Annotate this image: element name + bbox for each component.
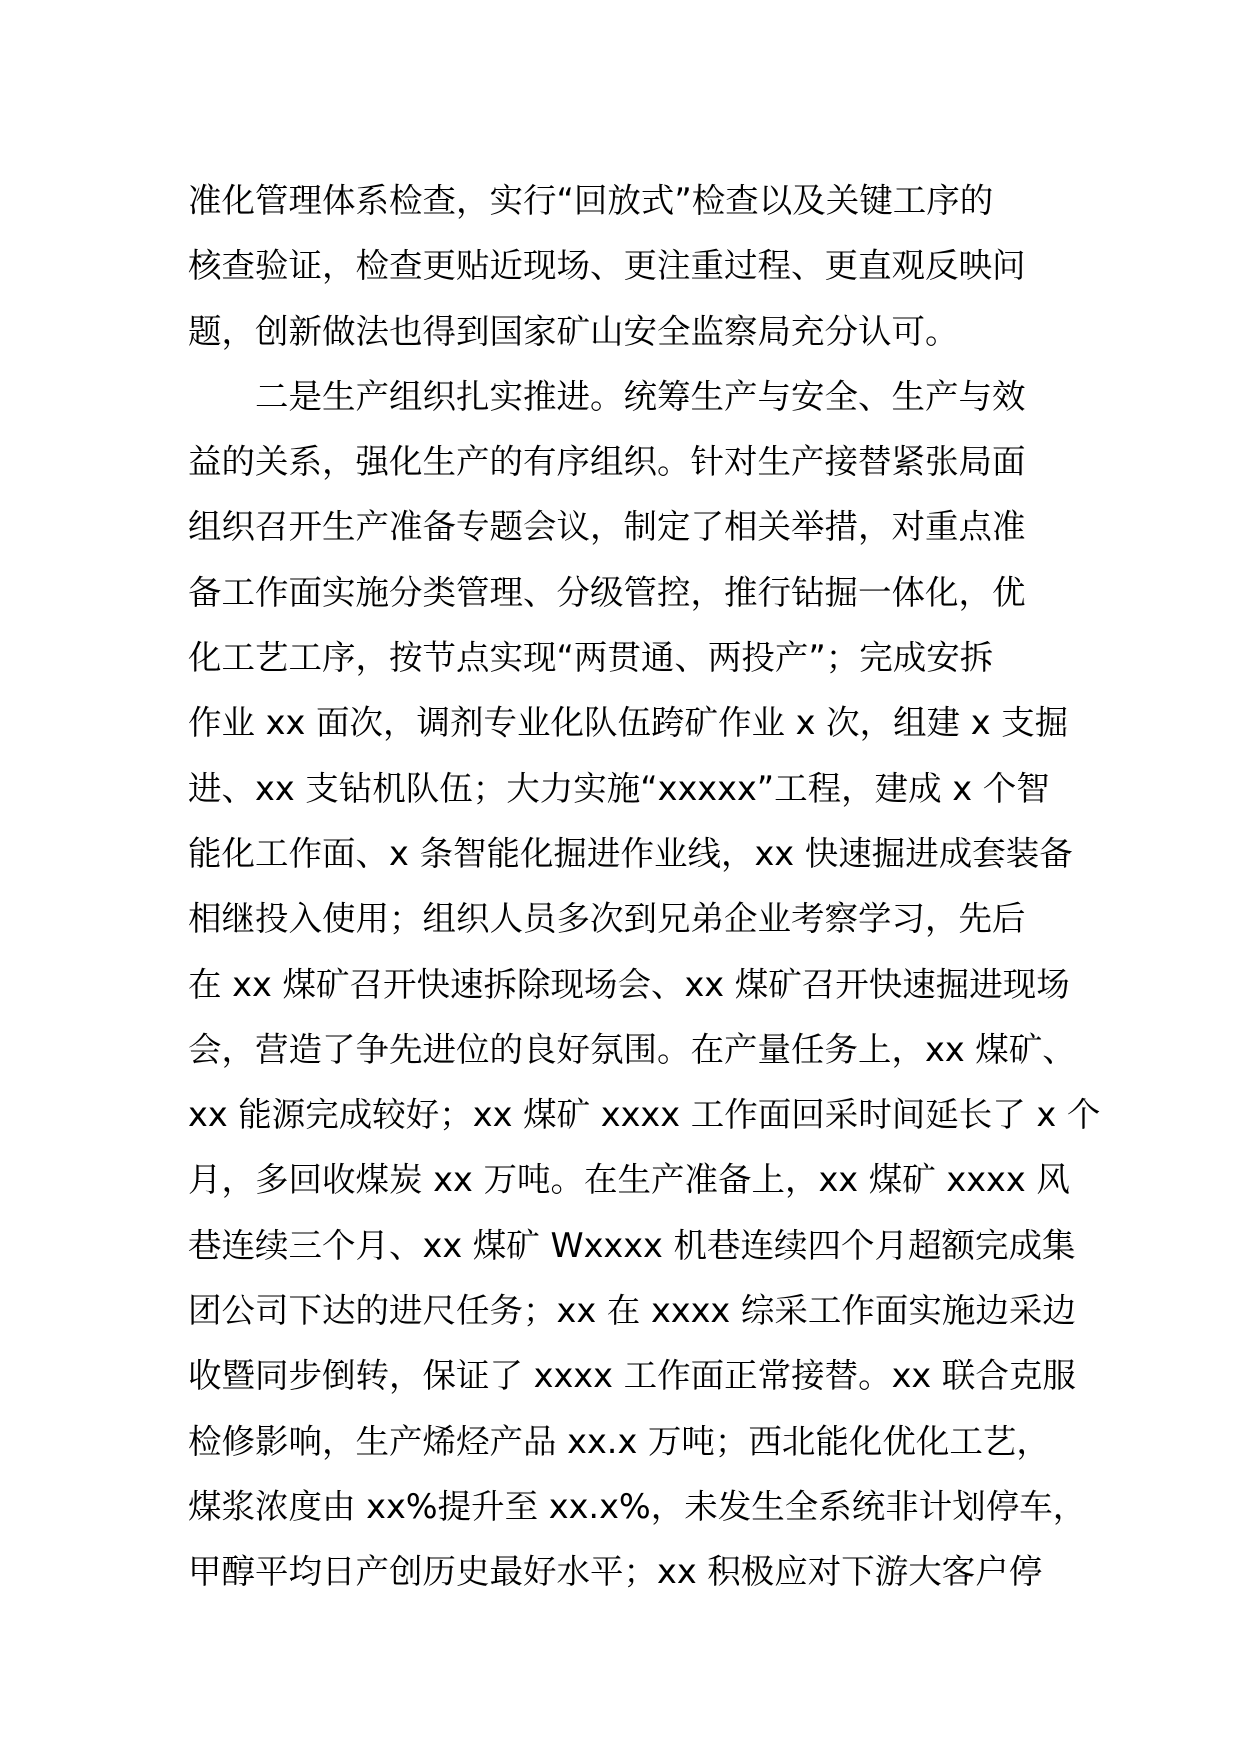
text-line: 备工作面实施分类管理、分级管控，推行钻掘一体化，优 bbox=[188, 572, 1026, 612]
text-line: 煤浆浓度由 xx%提升至 xx.x%，未发生全系统非计划停车， bbox=[188, 1486, 1087, 1526]
text-line: 益的关系，强化生产的有序组织。针对生产接替紧张局面 bbox=[188, 442, 1026, 482]
text-line: 团公司下达的进尺任务；xx 在 xxxx 综采工作面实施边采边 bbox=[188, 1291, 1076, 1331]
text-line: 巷连续三个月、xx 煤矿 Wxxxx 机巷连续四个月超额完成集 bbox=[188, 1225, 1076, 1265]
text-line: 作业 xx 面次，调剂专业化队伍跨矿作业 x 次，组建 x 支掘 bbox=[188, 703, 1069, 743]
text-line: 进、xx 支钻机队伍；大力实施“xxxxx”工程，建成 x 个智 bbox=[188, 768, 1050, 808]
text-line: 相继投入使用；组织人员多次到兄弟企业考察学习，先后 bbox=[188, 899, 1026, 939]
text-line: 在 xx 煤矿召开快速拆除现场会、xx 煤矿召开快速掘进现场 bbox=[188, 964, 1070, 1004]
text-line: 会，营造了争先进位的良好氛围。在产量任务上，xx 煤矿、 bbox=[188, 1029, 1076, 1069]
text-line: 甲醇平均日产创历史最好水平；xx 积极应对下游大客户停 bbox=[188, 1552, 1043, 1592]
text-line: 题，创新做法也得到国家矿山安全监察局充分认可。 bbox=[188, 311, 959, 351]
text-line: 准化管理体系检查，实行“回放式”检查以及关键工序的 bbox=[188, 181, 994, 220]
text-line: 化工艺工序，按节点实现“两贯通、两投产”；完成安拆 bbox=[188, 638, 994, 678]
text-line: xx 能源完成较好；xx 煤矿 xxxx 工作面回采时间延长了 x 个 bbox=[188, 1095, 1101, 1135]
text-line: 能化工作面、x 条智能化掘进作业线，xx 快速掘进成套装备 bbox=[188, 833, 1073, 873]
text-line: 组织召开生产准备专题会议，制定了相关举措，对重点准 bbox=[188, 507, 1026, 547]
paragraph-first-line: 二是生产组织扎实推进。统筹生产与安全、生产与效 bbox=[255, 376, 1026, 416]
text-line: 月，多回收煤炭 xx 万吨。在生产准备上，xx 煤矿 xxxx 风 bbox=[188, 1160, 1070, 1200]
text-line: 收暨同步倒转，保证了 xxxx 工作面正常接替。xx 联合克服 bbox=[188, 1356, 1076, 1396]
body-text bbox=[188, 168, 1101, 1605]
text-line: 核查验证，检查更贴近现场、更注重过程、更直观反映问 bbox=[188, 246, 1026, 286]
text-line: 检修影响，生产烯烃产品 xx.x 万吨；西北能化优化工艺， bbox=[188, 1421, 1050, 1461]
